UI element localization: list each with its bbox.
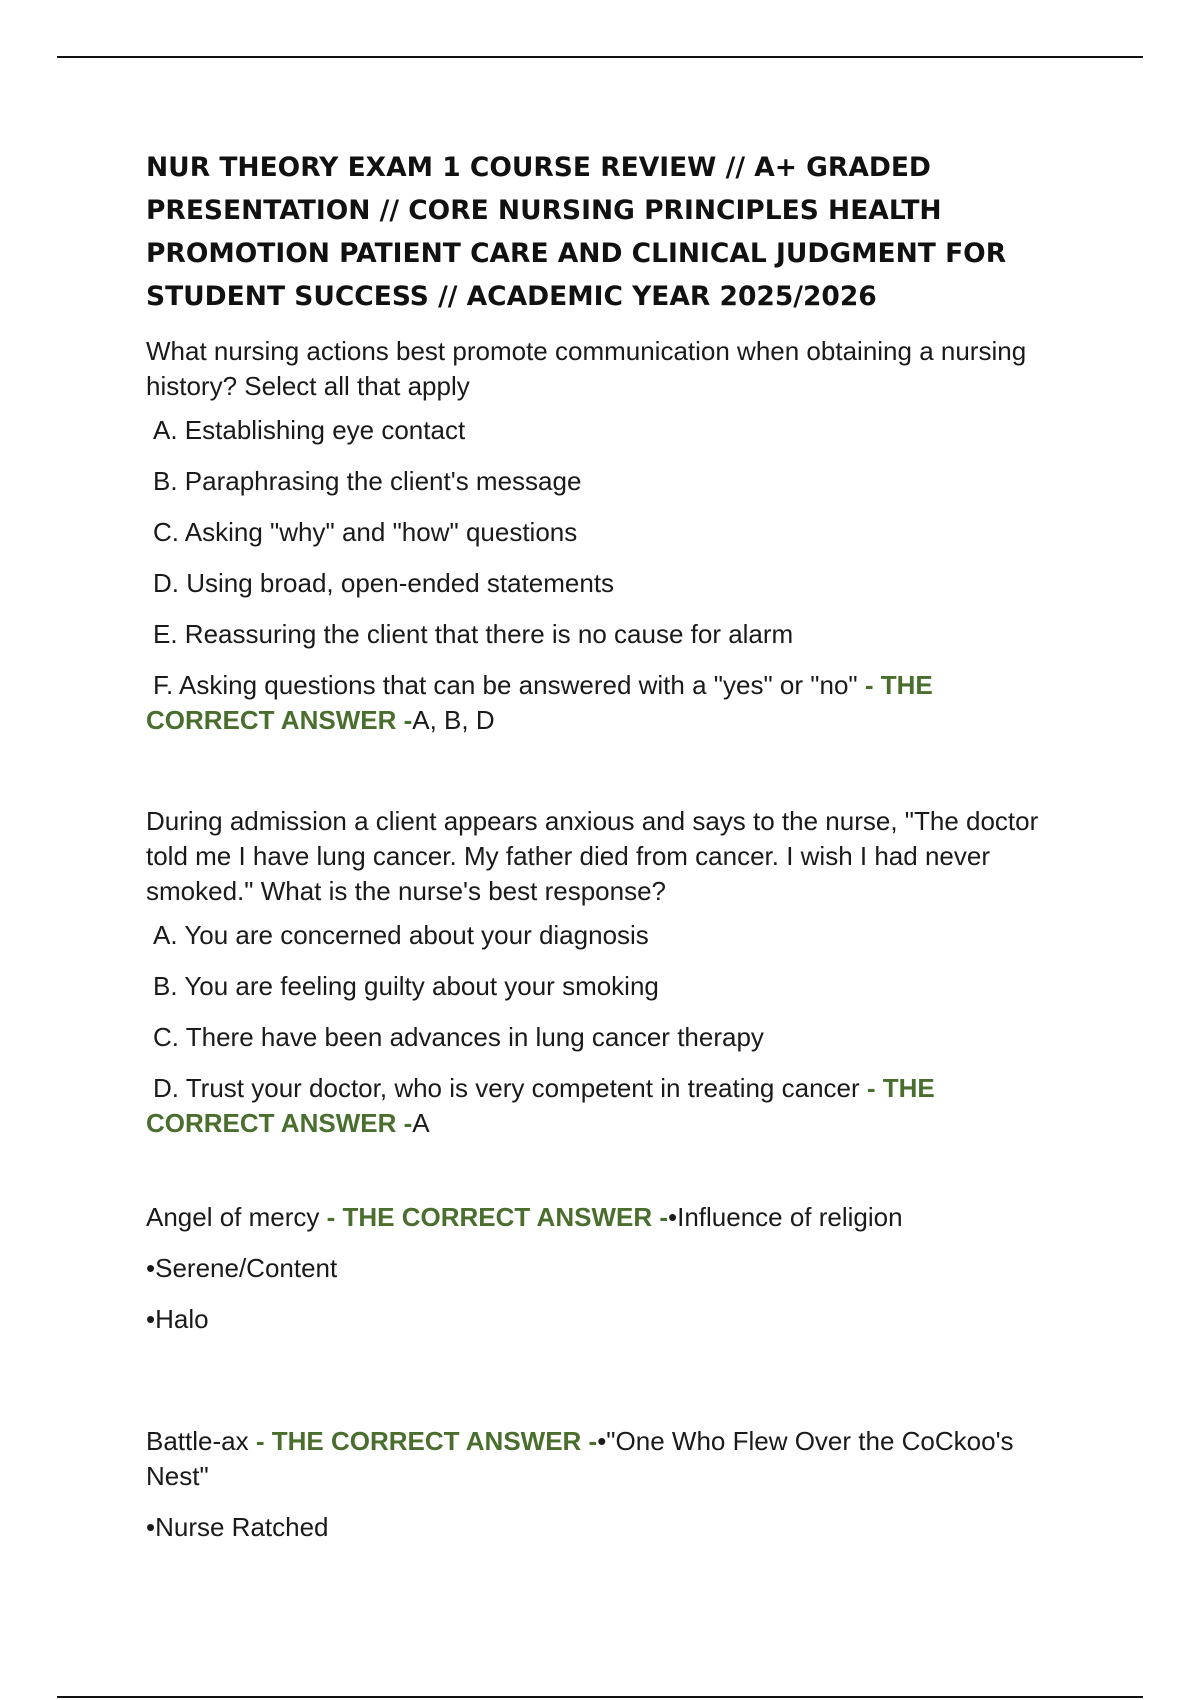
answer-option: E. Reassuring the client that there is no cause for alarm xyxy=(153,619,794,649)
top-divider xyxy=(57,56,1143,58)
option-text: F. Asking questions that can be answered with a "yes" or "no" xyxy=(153,670,858,700)
answer-option: A. Establishing eye contact xyxy=(153,415,466,445)
spacer xyxy=(146,1353,1046,1424)
correct-answer-label: - THE CORRECT ANSWER - xyxy=(146,670,933,735)
bottom-divider xyxy=(57,1696,1143,1698)
term-block-battle-ax xyxy=(146,1424,1046,1545)
correct-answer-label: - THE CORRECT ANSWER - xyxy=(146,1073,935,1138)
answer-bullet: •Serene/Content xyxy=(146,1253,338,1283)
answer-bullet: •Halo xyxy=(146,1304,209,1334)
correct-answer-value: •Influence of religion xyxy=(668,1202,903,1232)
correct-answer-value: A, B, D xyxy=(412,705,495,735)
correct-answer-value: A xyxy=(412,1108,430,1138)
term-text: Battle-ax xyxy=(146,1426,249,1456)
answer-option: D. Using broad, open-ended statements xyxy=(153,568,615,598)
question-block-2 xyxy=(146,804,1046,1141)
document-body xyxy=(146,146,1046,1561)
document-title: NUR THEORY EXAM 1 COURSE REVIEW // A+ GRADED PRESENTATION // CORE NURSING PRINCIPLES HEALTH PROMOTION PATIENT CARE AND CLINICAL JUDGMENT FOR STUDENT SUCCESS // ACADEMIC YEAR 2025/2026 xyxy=(146,152,1007,312)
answer-option: C. There have been advances in lung cancer therapy xyxy=(153,1022,764,1052)
answer-option-with-key xyxy=(146,668,1046,738)
answer-option: B. Paraphrasing the client's message xyxy=(153,466,582,496)
answer-option: A. You are concerned about your diagnosis xyxy=(153,920,649,950)
answer-bullet: •Nurse Ratched xyxy=(146,1512,329,1542)
answer-option: B. You are feeling guilty about your smoking xyxy=(153,971,659,1001)
answer-option: C. Asking "why" and "how" questions xyxy=(153,517,578,547)
correct-answer-label: - THE CORRECT ANSWER - xyxy=(255,1426,598,1456)
question-text: What nursing actions best promote communication when obtaining a nursing history? Select all that apply xyxy=(146,336,1027,401)
spacer xyxy=(146,738,1046,804)
term-block-angel-of-mercy xyxy=(146,1200,1046,1337)
term-text: Angel of mercy xyxy=(146,1202,320,1232)
answer-option-with-key xyxy=(146,1071,1046,1141)
option-text: D. Trust your doctor, who is very competent in treating cancer xyxy=(153,1073,860,1103)
term-line xyxy=(146,1424,1046,1494)
question-block-1 xyxy=(146,334,1046,738)
question-text: During admission a client appears anxious and says to the nurse, "The doctor told me I have lung cancer. My father died from cancer. I wish I had never smoked." What is the nurse's best response? xyxy=(146,806,1039,906)
correct-answer-label: - THE CORRECT ANSWER - xyxy=(326,1202,668,1232)
correct-answer-value: •"One Who Flew Over the CoCkoo's Nest" xyxy=(146,1426,1014,1491)
spacer xyxy=(146,1141,1046,1200)
term-line xyxy=(146,1200,1046,1235)
